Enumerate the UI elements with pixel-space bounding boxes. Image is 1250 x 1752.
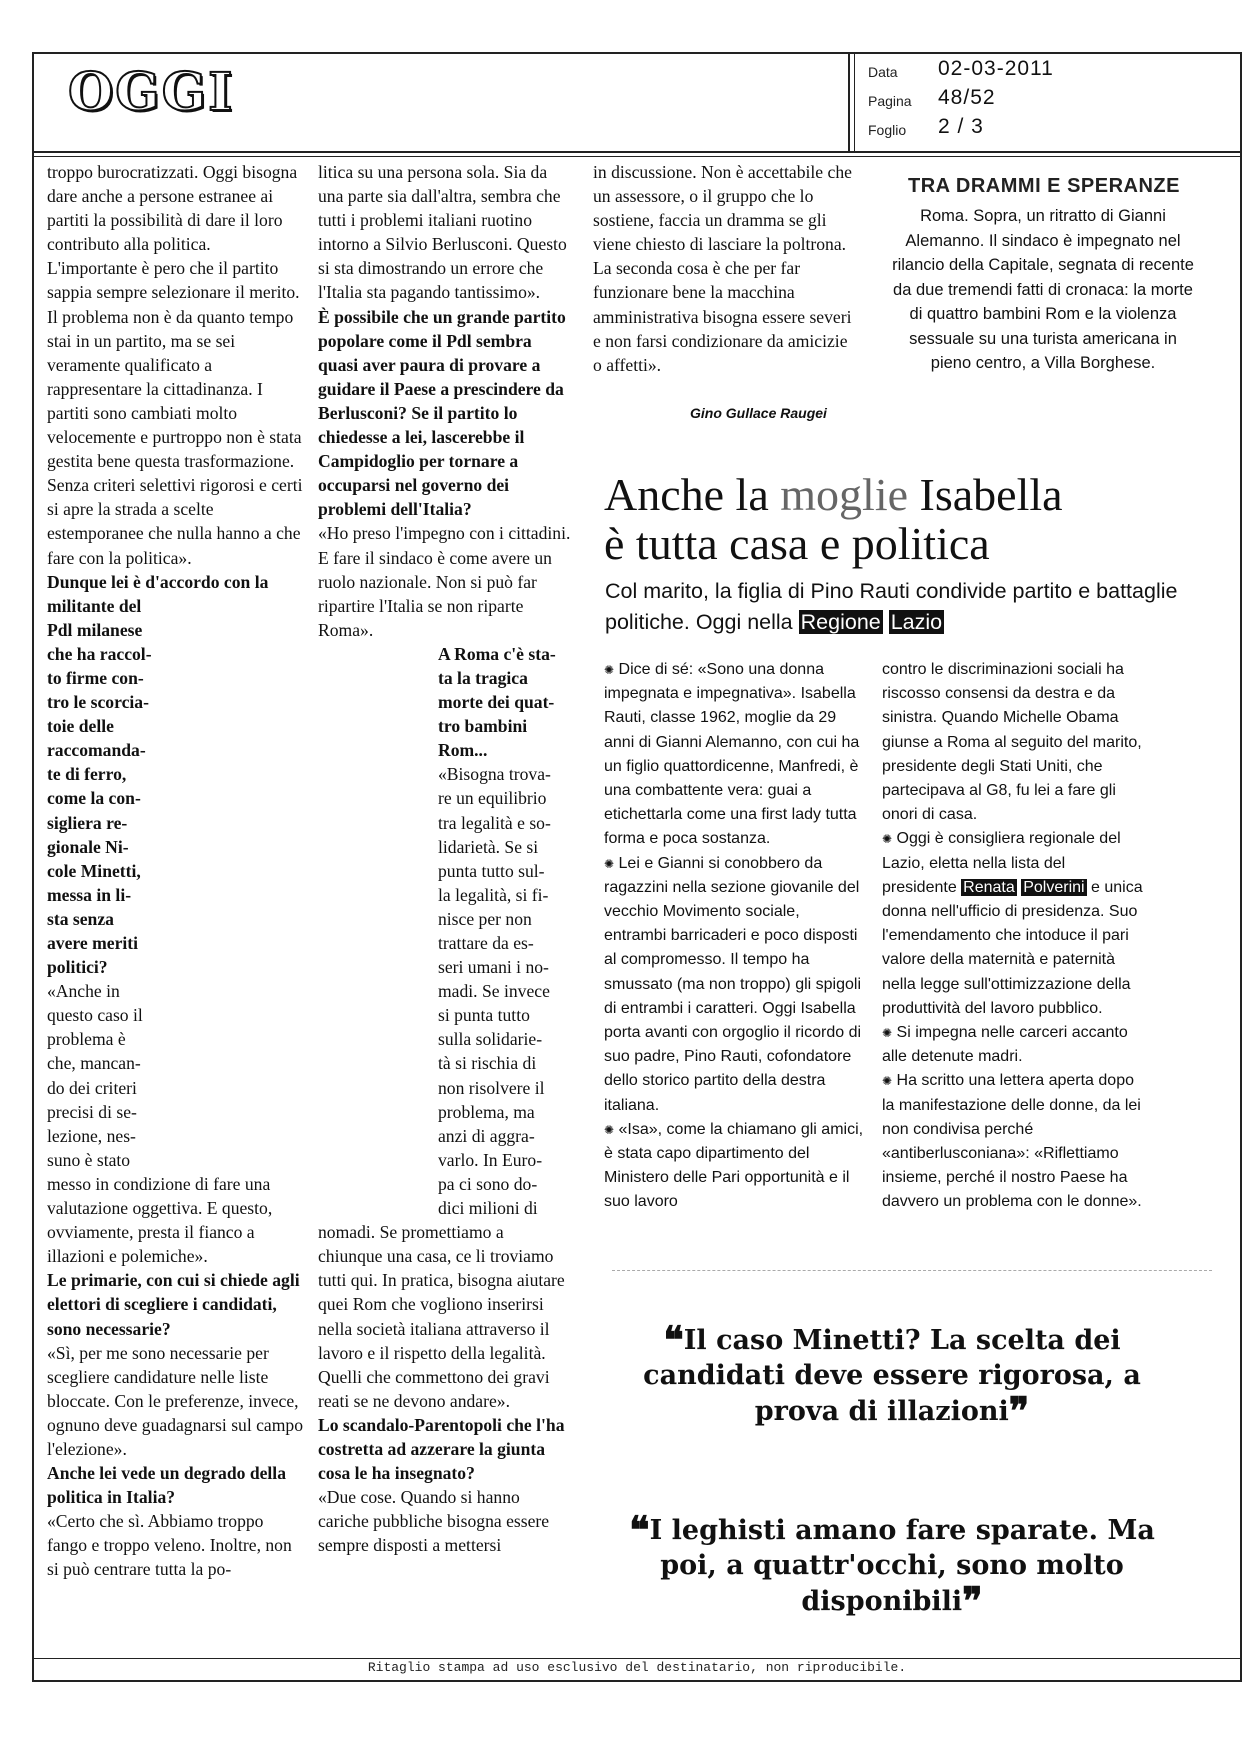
bullet-paragraph [882,1021,1144,1069]
highlight-tag: Renata [963,878,1015,896]
answer-line: questo caso il [47,1005,143,1026]
answer-line: madi. Se invece [438,981,550,1002]
answer-line: lezione, nes- [47,1125,136,1146]
answer-line: «Anche in [47,981,120,1002]
answer-line: trattare da es- [438,933,534,953]
paragraph: litica su una persona sola. Sia da una parte sia dall'altra, sembra che tutti i problemi italiani ruotino intorno a Silvio Berlusconi. Questo si sta dimostrando un errore che l'Italia sta pagando tantissimo». [318,162,567,303]
page-label: Pagina [868,93,912,109]
question: Lo scandalo-Parentopoli che l'ha costretta ad azzerare la giunta cosa le ha insegnato? [318,1414,565,1484]
answer-wrap [318,762,572,1220]
answer-line: tà si rischia di [438,1053,537,1074]
headline-part: Anche la [604,469,781,520]
pull-quote-text: Il caso Minetti? La scelta dei candidati deve essere rigorosa, a prova di illazioni [643,1325,1141,1427]
question-line: cole Minetti, [47,860,141,881]
paragraph: nomadi. Se promettiamo a chiunque una casa, ce li troviamo tutti qui. In pratica, bisogna aiutare quei Rom che vogliono inserirsi nella società italiana attraverso il lavoro e il rispetto della legalità. Quelli che commettono dei gravi reati se ne devono andare». [318,1222,565,1411]
question-line: raccomanda- [47,740,146,761]
bullet-icon: ✺ [604,856,615,871]
answer-line: tra legalità e so- [438,812,551,833]
bullet-text: e unica donna nell'ufficio di presidenza. Suo l'emendamento che intoduce il pari valore della maternità e paternità nella legge sull'ottimizzazione della produttività del lavoro pubblico. [882,878,1143,1017]
page-value: 48/52 [938,86,996,109]
answer-line: pa ci sono do- [438,1173,538,1194]
paragraph: contro le discriminazioni sociali ha riscosso consensi da destra e da sinistra. Quando Michelle Obama giunse a Roma al seguito del marito, presidente degli Stati Uniti, che partecipava al G8, fu lei a fare gli onori di casa. [882,661,1142,824]
headline-highlight: moglie [780,469,909,520]
bullet-text: Ha scritto una lettera aperta dopo la manifestazione delle donne, da lei non condivisa perché «antiberlusconiana»: «Riflettiamo insieme, perché il nostro Paese ha davvero un problema con le donne». [882,1072,1142,1211]
masthead-logo: OGGI [68,62,235,123]
bullet-text: Oggi è consigliera regionale del Lazio, eletta nella lista del presidente [882,830,1121,896]
answer-line: si punta tutto [438,1005,530,1026]
bullet-icon: ✺ [882,832,893,847]
bullet-paragraph [604,852,866,1118]
box-headline [604,470,1224,568]
close-quote-icon: ❞ [1008,1388,1030,1433]
subhead-text: Col marito, la figlia di Pino Rauti condivide partito e battaglie politiche. Oggi nella [605,579,1178,634]
bullet-paragraph [604,1118,866,1215]
bullet-paragraph [882,827,1144,1021]
question-line: Rom... [438,740,488,761]
photo-caption: Roma. Sopra, un ritratto di Gianni Alemanno. Il sindaco è impegnato nel rilancio della Capitale, segnata di recente da due tremendi fatti di cronaca: la morte di quattro bambini Rom e la violenza sessuale su una turista americana in pieno centro, a Villa Borghese. [892,207,1194,372]
article-column-2 [318,160,572,1557]
question-line: politici? [47,957,108,978]
footer-divider [32,1658,1242,1659]
question-line: tro bambini [438,716,528,737]
bullet-icon: ✺ [882,1074,893,1089]
question-line: che ha raccol- [47,643,152,664]
question-line: messa in li- [47,884,132,905]
question-line: come la con- [47,788,141,809]
question: Dunque lei è d'accordo con la militante del [47,571,269,616]
answer-line: nisce per non [438,908,532,929]
paragraph: «Due cose. Quando si hanno cariche pubbliche bisogna essere sempre disposti a mettersi [318,1487,550,1556]
meta-divider [848,52,850,152]
question-line: morte dei quat- [438,692,555,713]
question: Le primarie, con cui si chiede agli elettori di scegliere i candidati, sono necessarie? [47,1270,300,1339]
byline: Gino Gullace Raugei [690,405,827,421]
question-line: to firme con- [47,667,144,688]
question-line: tro le scorcia- [47,692,149,713]
answer-line: «Bisogna trova- [438,764,551,785]
dashed-separator [612,1270,1212,1271]
paragraph: messo in condizione di fare una valutazione oggettiva. E questo, ovviamente, presta il fianco a illazioni e polemiche». [47,1173,273,1267]
answer-line: precisi di se- [47,1101,137,1122]
meta-divider-thin [854,52,855,152]
answer-line: problema, ma [438,1101,535,1122]
answer-line: non risolvere il [438,1077,545,1098]
headline-part: è tutta casa e politica [604,518,990,569]
answer-line: lidarietà. Se si [438,836,539,857]
paragraph: in discussione. Non è accettabile che un assessore, o il gruppo che lo sostiene, faccia un dramma se gli viene chiesto di lasciare la poltrona. La seconda cosa è che per far funzionare bene la macchina amministrativa bisogna essere severi e non farsi condizionare da amicizie o affetti». [593,162,852,375]
question-line: ta la tragica [438,667,528,688]
header-divider [32,151,1242,153]
box-subhead [605,576,1205,638]
question: Anche lei vede un degrado della politica in Italia? [47,1463,286,1508]
box-column-1 [604,658,866,1215]
answer-wrap [47,979,167,1172]
bullet-paragraph [604,658,866,852]
answer-line: re un equilibrio [438,788,547,809]
paragraph: «Certo che sì. Abbiamo troppo fango e troppo veleno. Inoltre, non si può centrare tutta la po- [47,1511,292,1580]
date-value: 02-03-2011 [938,57,1054,80]
highlight-tag: Polverini [1023,878,1085,896]
highlight-tag: Lazio [890,610,943,634]
bullet-text: «Isa», come la chiamano gli amici, è stata capo dipartimento del Ministero delle Pari opportunità e il suo lavoro [604,1120,864,1211]
caption-title: TRA DRAMMI E SPERANZE [908,175,1180,197]
sheet-label: Foglio [868,122,907,138]
answer-line: punta tutto sul- [438,860,545,881]
box-column-2 [882,658,1144,1215]
bullet-text: Dice di sé: «Sono una donna impegnata e impegnativa». Isabella Rauti, classe 1962, moglie da 29 anni di Gianni Alemanno, con cui ha un figlio quattordicenne, Manfredi, è una combattente vera: guai a etichettarla come una first lady tutta forma e poca sostanza. [604,661,860,848]
question-line: sta senza [47,908,114,929]
pull-quote-1 [612,1317,1172,1433]
highlight-tag: Regione [800,610,881,634]
answer-line: che, mancan- [47,1053,141,1074]
paragraph: «Sì, per me sono necessarie per scegliere candidature nelle liste bloccate. Con le preferenze, invece, ognuno deve guadagnarsi sul campo l'elezione». [47,1342,304,1459]
close-quote-icon: ❞ [962,1578,983,1623]
bullet-icon: ✺ [604,663,615,677]
bullet-text: Lei e Gianni si conobbero da ragazzini nella sezione giovanile del vecchio Movimento sociale, entrambi barricaderi e poco disposti al compromesso. Il tempo ha smussato (ma non troppo) gli spigoli di entrambi i caratteri. Oggi Isabella porta avanti con orgoglio il ricordo di suo padre, Pino Rauti, cofondatore dello storico partito della destra italiana. [604,854,862,1114]
answer-line: problema è [47,1029,126,1050]
answer-line: suno è stato [47,1149,131,1170]
article-column-1 [47,160,305,1582]
answer-line: seri umani i no- [438,957,549,978]
pull-quote-2 [612,1507,1172,1623]
answer-line: varlo. In Euro- [438,1149,543,1170]
bullet-icon: ✺ [604,1122,615,1137]
footer-notice: Ritaglio stampa ad uso esclusivo del destinatario, non riproducibile. [367,1660,907,1675]
answer-line: dici milioni di [438,1198,538,1219]
open-quote-icon: ❝ [663,1317,684,1362]
headline-part: Isabella [908,469,1063,520]
question-line: toie delle [47,716,114,737]
question-wrap [318,642,572,762]
answer-line: anzi di aggra- [438,1125,535,1146]
question-line: te di ferro, [47,764,127,785]
answer-line: do dei criteri [47,1077,137,1098]
question-line: gionale Ni- [47,836,129,857]
paragraph: troppo burocratizzati. Oggi bisogna dare anche a persone estranee ai partiti la possibilità di dare il loro contributo alla politica. L'importante è pero che il partito sappia sempre selezionare il merito. Il problema non è da quanto tempo stai in un partito, ma se sei veramente qualificato a rappresentare la cittadinanza. I partiti sono cambiati molto velocemente e purtroppo non è stata gestita bene questa trasformazione. Senza criteri selettivi rigorosi e certi si apre la strada a scelte estemporanee che nulla hanno a che fare con la politica». [47,162,303,568]
article-column-3 [593,160,855,377]
answer-line: la legalità, si fi- [438,884,549,905]
sheet-value: 2 / 3 [938,115,984,138]
paragraph: «Ho preso l'impegno con i cittadini. E fare il sindaco è come avere un ruolo nazionale. Non si può far ripartire l'Italia se non riparte Roma». [318,523,571,640]
question-line: sigliera re- [47,812,128,833]
question: È possibile che un grande partito popolare come il Pdl sembra quasi aver paura di provare a guidare il Paese a prescindere da Berlusconi? Se il partito lo chiedesse a lei, lascerebbe il Campidoglio per tornare a occuparsi nel governo dei problemi dell'Italia? [318,306,566,520]
question-wrap [47,618,167,979]
date-label: Data [868,64,898,80]
bullet-icon: ✺ [882,1026,893,1041]
bullet-text: Si impegna nelle carceri accanto alle detenute madri. [882,1024,1128,1066]
bullet-paragraph [882,1069,1144,1214]
question-line: Pdl milanese [47,619,143,640]
header-divider-thin [32,156,1242,157]
pull-quote-text: I leghisti amano fare sparate. Ma poi, a quattr'occhi, sono molto disponibili [649,1515,1155,1617]
open-quote-icon: ❝ [629,1507,650,1552]
answer-line: sulla solidarie- [438,1029,543,1050]
question-line: A Roma c'è sta- [438,643,556,664]
question-line: avere meriti [47,933,139,953]
